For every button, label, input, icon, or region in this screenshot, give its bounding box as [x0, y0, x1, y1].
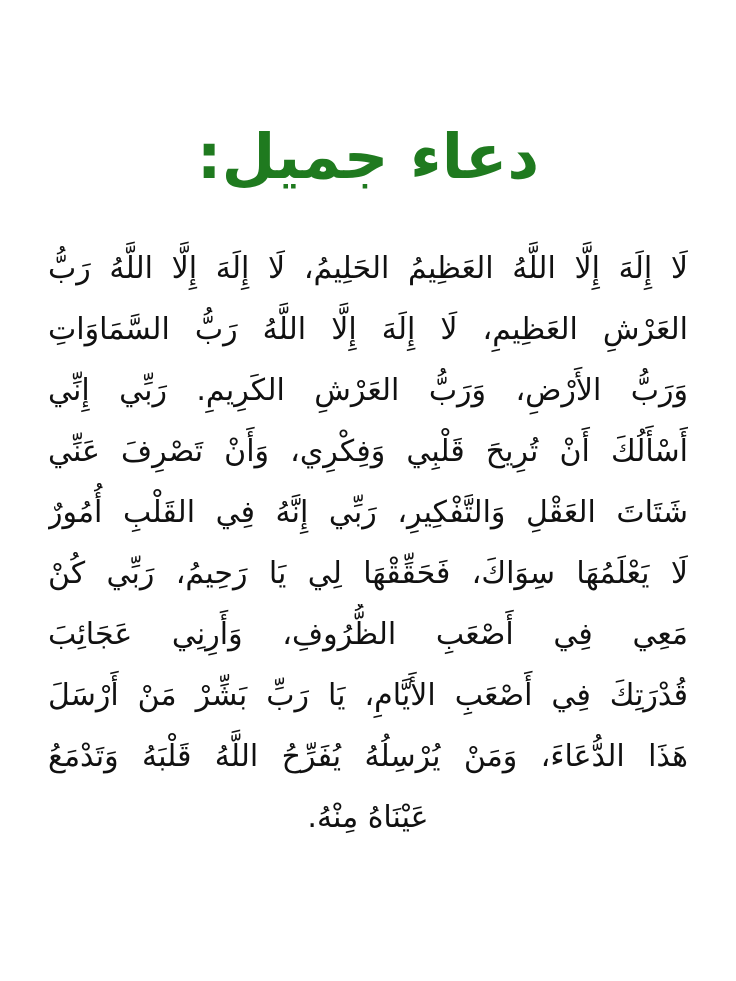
prayer-text: [48, 238, 688, 848]
text-line: لَا إِلَهَ إِلَّا اللَّهُ العَظِيمُ الحَلِيمُ، لَا إِلَهَ إِلَّا اللَّهُ رَبُّ: [48, 251, 688, 286]
text-line: وَرَبُّ الأَرْضِ، وَرَبُّ العَرْشِ الكَرِيمِ. رَبِّي إِنِّي: [48, 373, 688, 408]
text-line: لَا يَعْلَمُهَا سِوَاكَ، فَحَقِّقْهَا لِي يَا رَحِيمُ، رَبِّي كُنْ: [48, 556, 688, 591]
text-line: شَتَاتَ العَقْلِ وَالتَّفْكِيرِ، رَبِّي إِنَّهُ فِي القَلْبِ أُمُورٌ: [48, 495, 688, 530]
text-line: قُدْرَتِكَ فِي أَصْعَبِ الأَيَّامِ، يَا رَبِّ بَشِّرْ مَنْ أَرْسَلَ: [48, 678, 688, 713]
text-line: أَسْأَلُكَ أَنْ تُرِيحَ قَلْبِي وَفِكْرِي، وَأَنْ تَصْرِفَ عَنِّي: [48, 434, 688, 469]
text-line: هَذَا الدُّعَاءَ، وَمَنْ يُرْسِلُهُ يُفَرِّحُ اللَّهُ قَلْبَهُ وَتَدْمَعُ: [48, 739, 688, 774]
page-title: دعاء جميل:: [196, 120, 540, 193]
text-line: مَعِي فِي أَصْعَبِ الظُّرُوفِ، وَأَرِنِي عَجَائِبَ: [48, 617, 688, 652]
text-line: العَرْشِ العَظِيمِ، لَا إِلَهَ إِلَّا اللَّهُ رَبُّ السَّمَاوَاتِ: [48, 312, 688, 347]
text-line: عَيْنَاهُ مِنْهُ.: [307, 800, 429, 835]
